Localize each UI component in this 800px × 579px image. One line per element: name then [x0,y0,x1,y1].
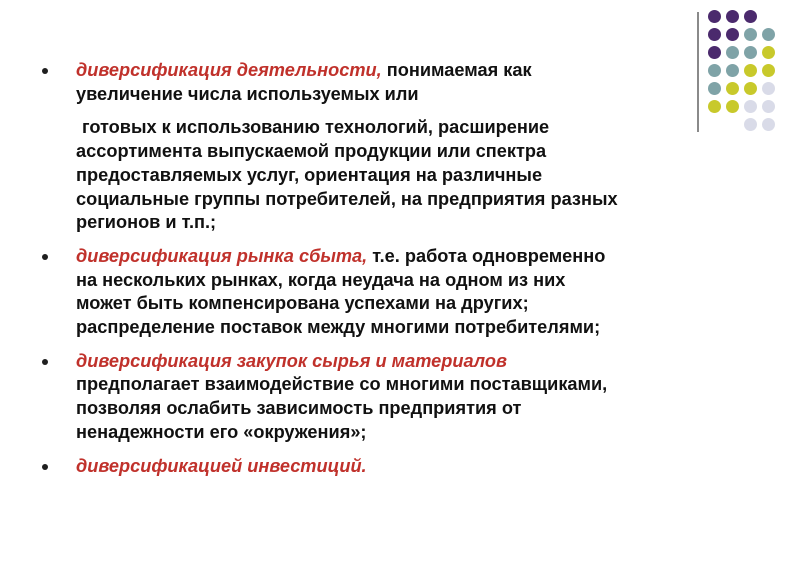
text-line: предоставляемых услуг, ориентация на различные [76,164,543,185]
term-activity: диверсификация деятельности, [76,60,382,80]
decorative-dot [762,118,775,131]
text-line: т.е. работа одновременно [367,245,606,266]
bullet-item-procurement [38,350,758,445]
decorative-dot [708,10,721,23]
term-investment: диверсификацией инвестиций. [76,455,367,476]
text-line: может быть компенсирована успехами на других; [76,293,529,314]
slide-text [38,59,758,478]
decorative-dot [744,46,757,59]
decorative-dot [762,46,775,59]
decorative-dot [762,100,775,113]
decorative-dot [762,10,775,23]
bullet-icon [42,254,48,260]
decorative-dot [762,64,775,77]
bullet-icon [42,464,48,470]
bullet-item-activity [38,59,758,106]
decorative-dot [708,46,721,59]
text-line: распределение поставок между многими потребителями; [76,317,601,338]
text-line: на нескольких рынках, когда неудача на одном из них [76,269,566,290]
term-market: диверсификация рынка сбыта, [76,245,368,266]
term-procurement: диверсификация закупок сырья и материалов [76,350,507,371]
bullet-icon [42,359,48,365]
text-line: ассортимента выпускаемой продукции или спектра [76,141,547,162]
decorative-dot [744,10,757,23]
decorative-dot [726,10,739,23]
text-line: увеличение числа используемых или [76,83,419,104]
decorative-dot [726,28,739,41]
decorative-dot [726,46,739,59]
text-line: регионов и т.п.; [76,212,217,233]
bullet-item-investment [38,455,758,479]
decorative-dot [708,28,721,41]
text-line: позволяя ослабить зависимость предприятия от [76,398,522,419]
text-line: готовых к использованию технологий, расширение [82,117,550,138]
text-line: предполагает взаимодействие со многими поставщиками, [76,374,608,395]
continuation-paragraph [38,116,758,140]
text-line: ненадежности его «окружения»; [76,421,367,442]
bullet-icon [42,68,48,74]
decorative-dot [744,28,757,41]
text-line: социальные группы потребителей, на предприятия разных [76,188,618,209]
continuation-lines [38,140,758,235]
decorative-dot [762,28,775,41]
bullet-item-market [38,245,758,340]
decorative-dot [762,82,775,95]
text-line: понимаемая как [381,60,532,80]
